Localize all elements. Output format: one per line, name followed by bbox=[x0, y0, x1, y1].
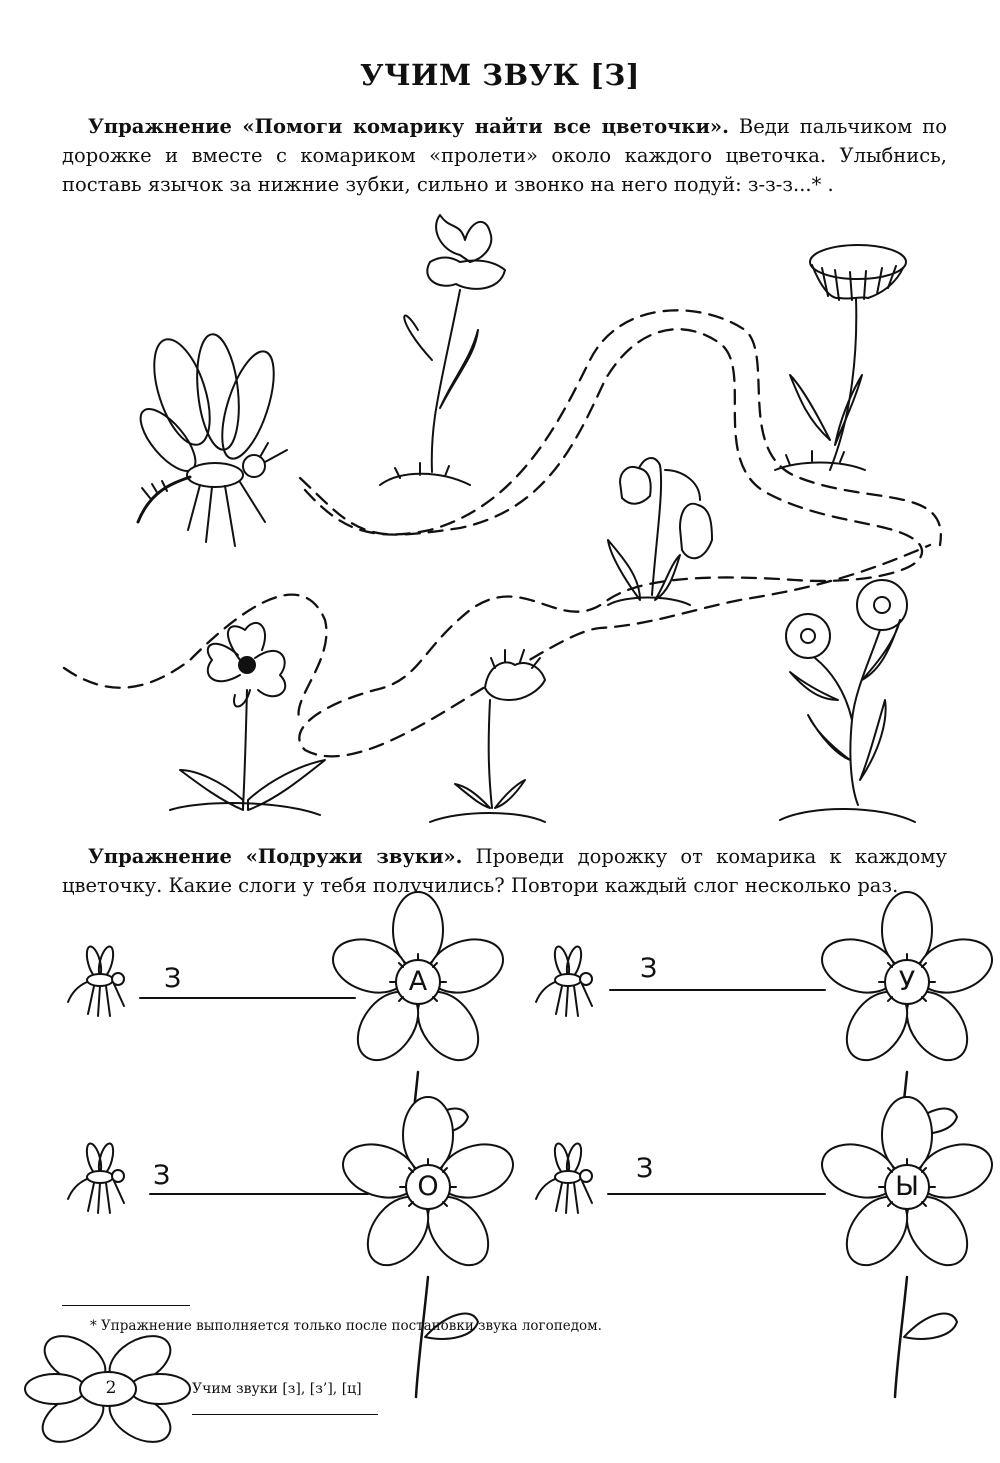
footnote: * Упражнение выполняется только после постановки звука логопедом. bbox=[90, 1318, 602, 1334]
exercise-2-text: Проведи дорожку от комарика к каждому цветочку. Какие слоги у тебя получились? Повтори каждый слог несколько раз. bbox=[62, 845, 947, 897]
consonant-label: З bbox=[153, 1160, 171, 1191]
exercise-2-name: Упражнение «Подружи звуки». bbox=[88, 845, 463, 868]
footnote-divider bbox=[62, 1305, 190, 1306]
exercise-1-name: Упражнение «Помоги комарику найти все цветочки». bbox=[88, 115, 729, 138]
vowel-label: У bbox=[898, 966, 916, 997]
consonant-label: З bbox=[636, 1153, 654, 1184]
running-title-rule bbox=[192, 1414, 378, 1415]
vowel-label: Ы bbox=[895, 1171, 919, 1202]
vowel-label: О bbox=[417, 1171, 439, 1202]
exercise-1-text: Веди пальчиком по дорожке и вместе с комариком «пролети» около каждого цветочка. Улыбнись, поставь язычок за нижние зубки, сильно и звонко на него подуй: з-з-з...* . bbox=[62, 115, 948, 196]
page-title: УЧИМ ЗВУК [З] bbox=[360, 58, 640, 92]
consonant-label: З bbox=[640, 953, 658, 984]
consonant-label: З bbox=[164, 963, 182, 994]
page-number: 2 bbox=[105, 1378, 117, 1398]
running-title: Учим звуки [з], [з’], [ц] bbox=[192, 1381, 362, 1397]
vowel-label: А bbox=[408, 966, 428, 997]
syllable-item-zy bbox=[536, 1097, 999, 1397]
